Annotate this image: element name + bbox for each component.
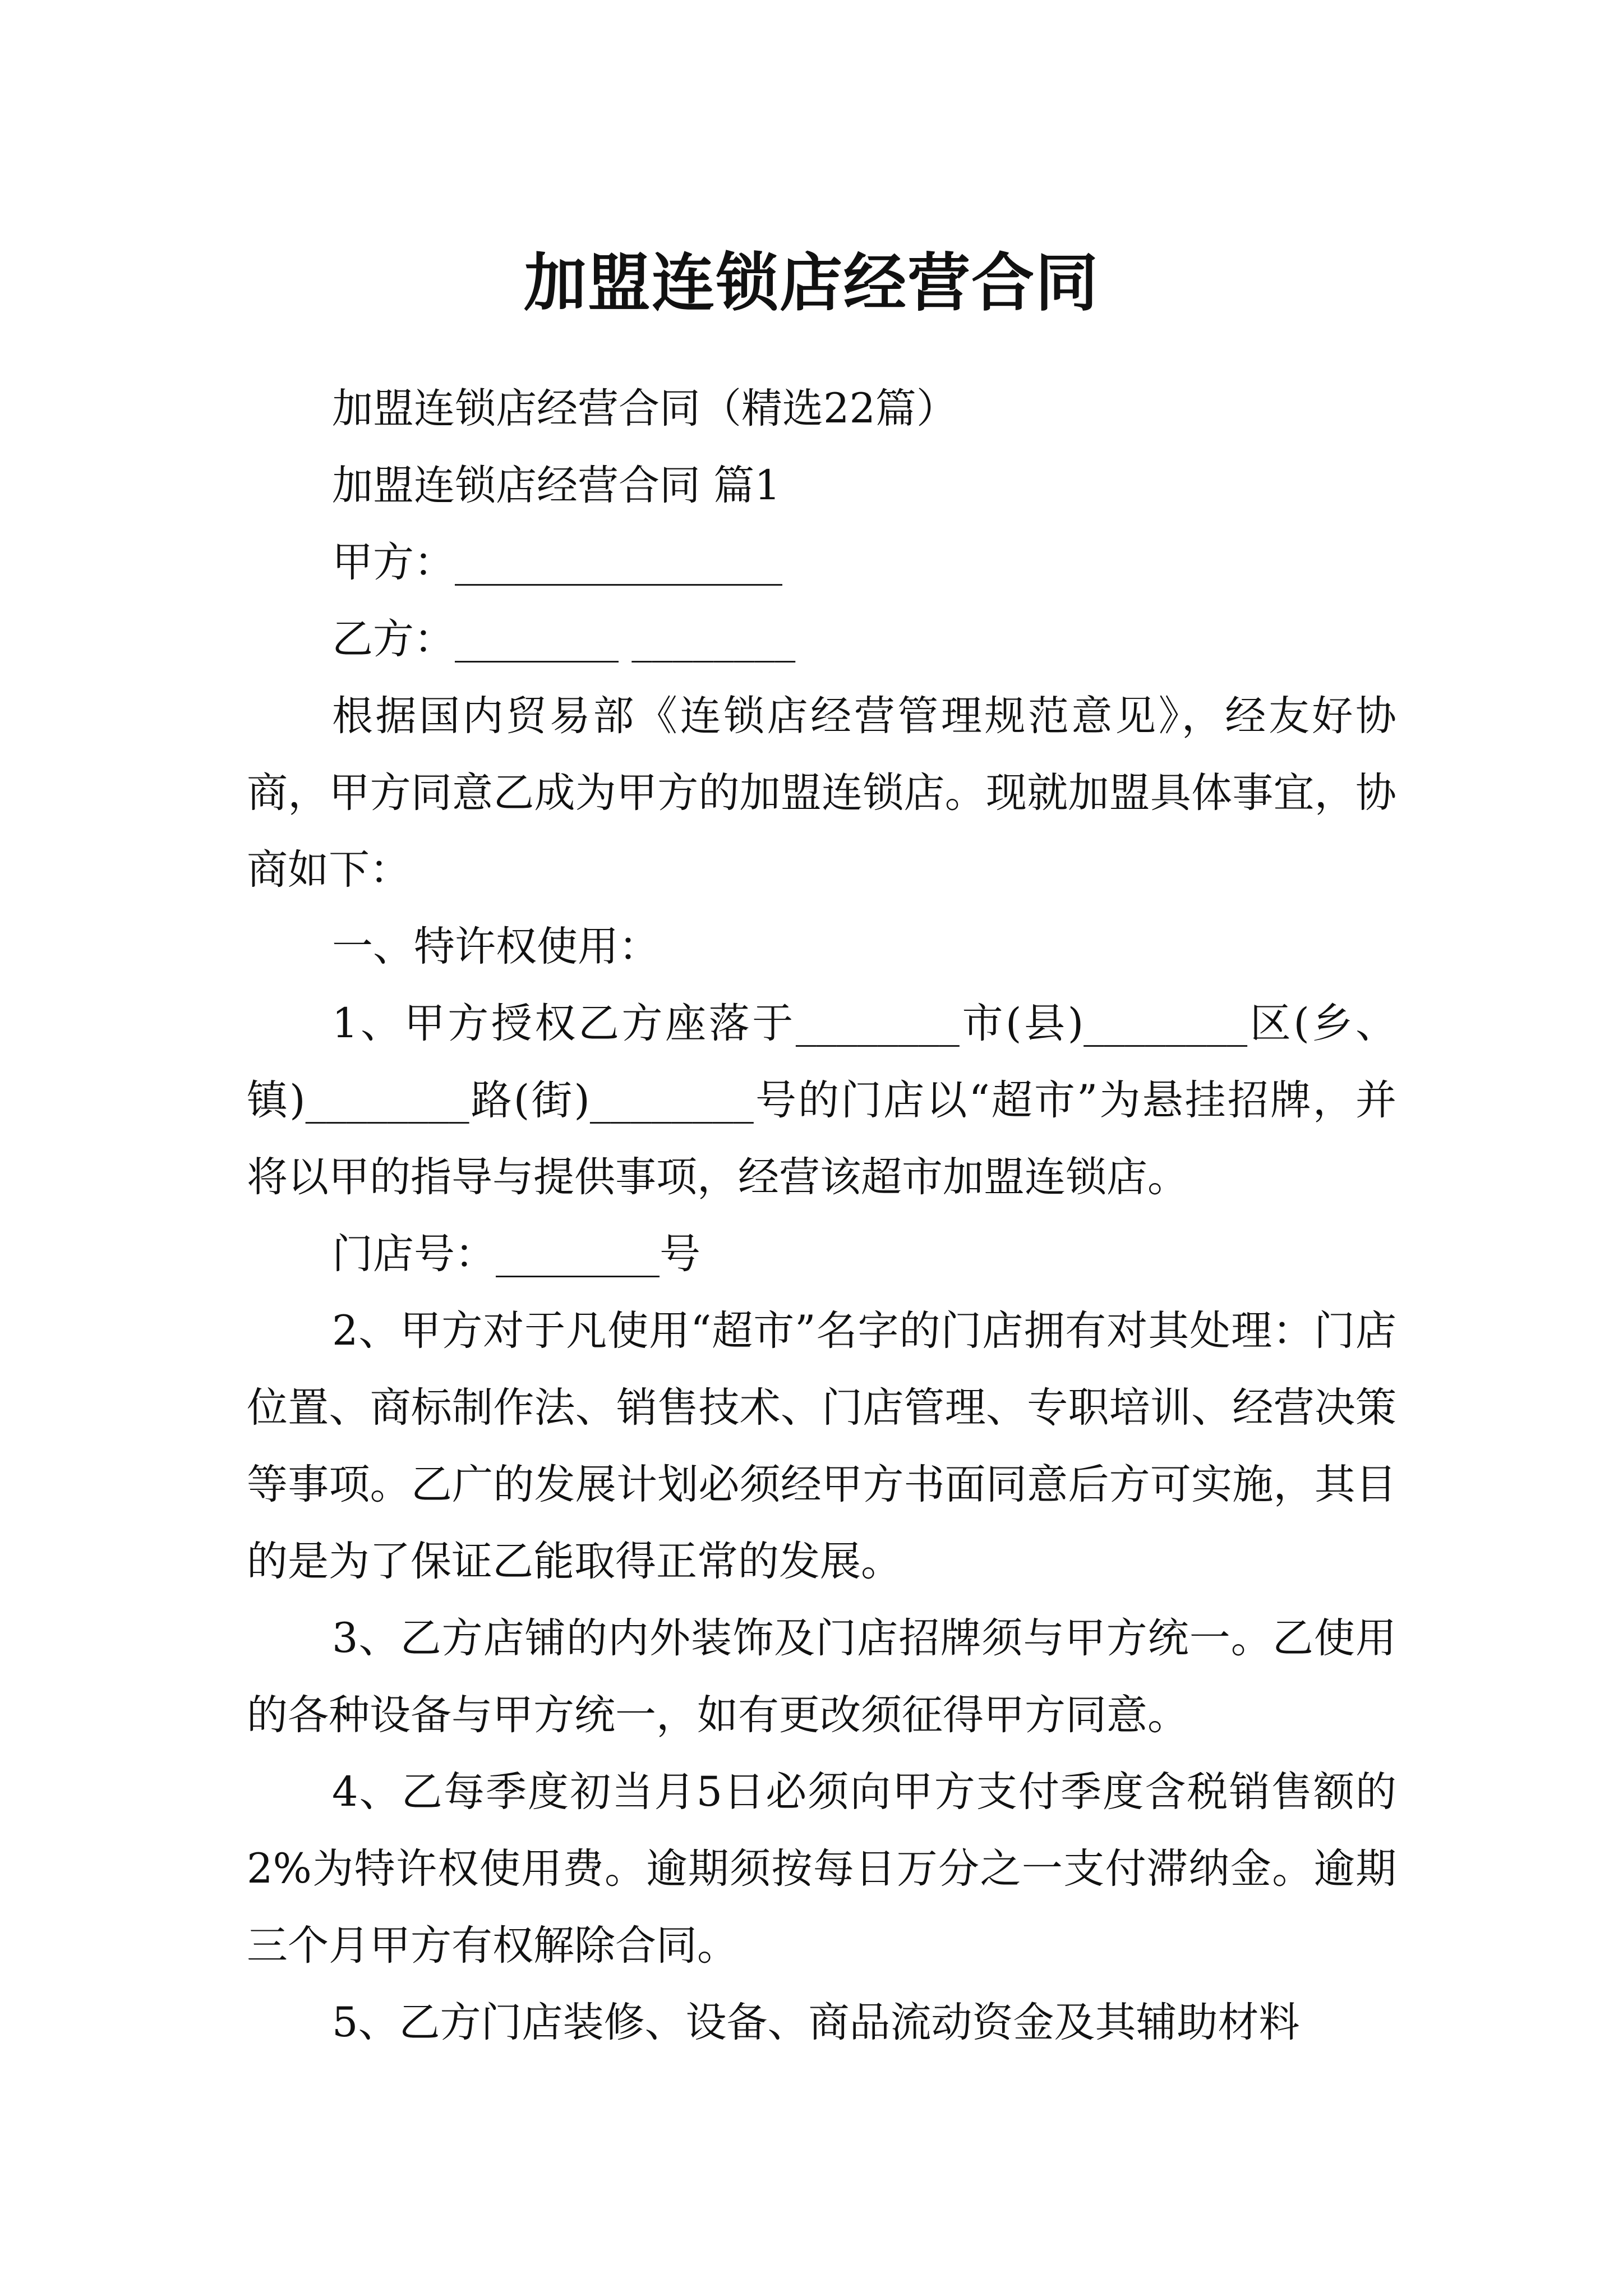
clause-3: 3、乙方店铺的内外装饰及门店招牌须与甲方统一。乙使用的各种设备与甲方统一，如有更改须征得甲方同意。 — [247, 1614, 1396, 1739]
document-body — [247, 370, 1396, 2061]
doc-subtitle: 加盟连锁店经营合同（精选22篇） — [332, 385, 957, 432]
clause-4: 4、乙每季度初当月5日必须向甲方支付季度含税销售额的2%为特许权使用费。逾期须按每日万分之一支付滞纳金。逾期三个月甲方有权解除合同。 — [247, 1768, 1396, 1970]
party-a-line: 甲方：________________ — [332, 539, 782, 586]
section-heading: 加盟连锁店经营合同 篇1 — [332, 462, 781, 509]
clause-2: 2、甲方对于凡使用“超市”名字的门店拥有对其处理：门店位置、商标制作法、销售技术、门店管理、专职培训、经营决策等事项。乙广的发展计划必须经甲方书面同意后方可实施，其目的是为了保证乙能取得正常的发展。 — [247, 1307, 1396, 1585]
preamble-paragraph: 根据国内贸易部《连锁店经营管理规范意见》，经友好协商，甲方同意乙成为甲方的加盟连锁店。现就加盟具体事宜，协商如下： — [247, 692, 1396, 894]
document-title: 加盟连锁店经营合同 — [524, 246, 1099, 320]
party-b-line: 乙方：________ ________ — [332, 615, 796, 663]
store-number-line: 门店号：________号 — [332, 1230, 700, 1278]
clause-heading-franchise: 一、特许权使用： — [332, 923, 660, 970]
clause-5: 5、乙方门店装修、设备、商品流动资金及其辅助材料 — [332, 1999, 1300, 2046]
clause-1: 1、甲方授权乙方座落于________市(县)________区(乡、镇)________路(街)________号的门店以“超市”为悬挂招牌，并将以甲的指导与提供事项，经营该超市加盟连锁店。 — [247, 1000, 1396, 1201]
